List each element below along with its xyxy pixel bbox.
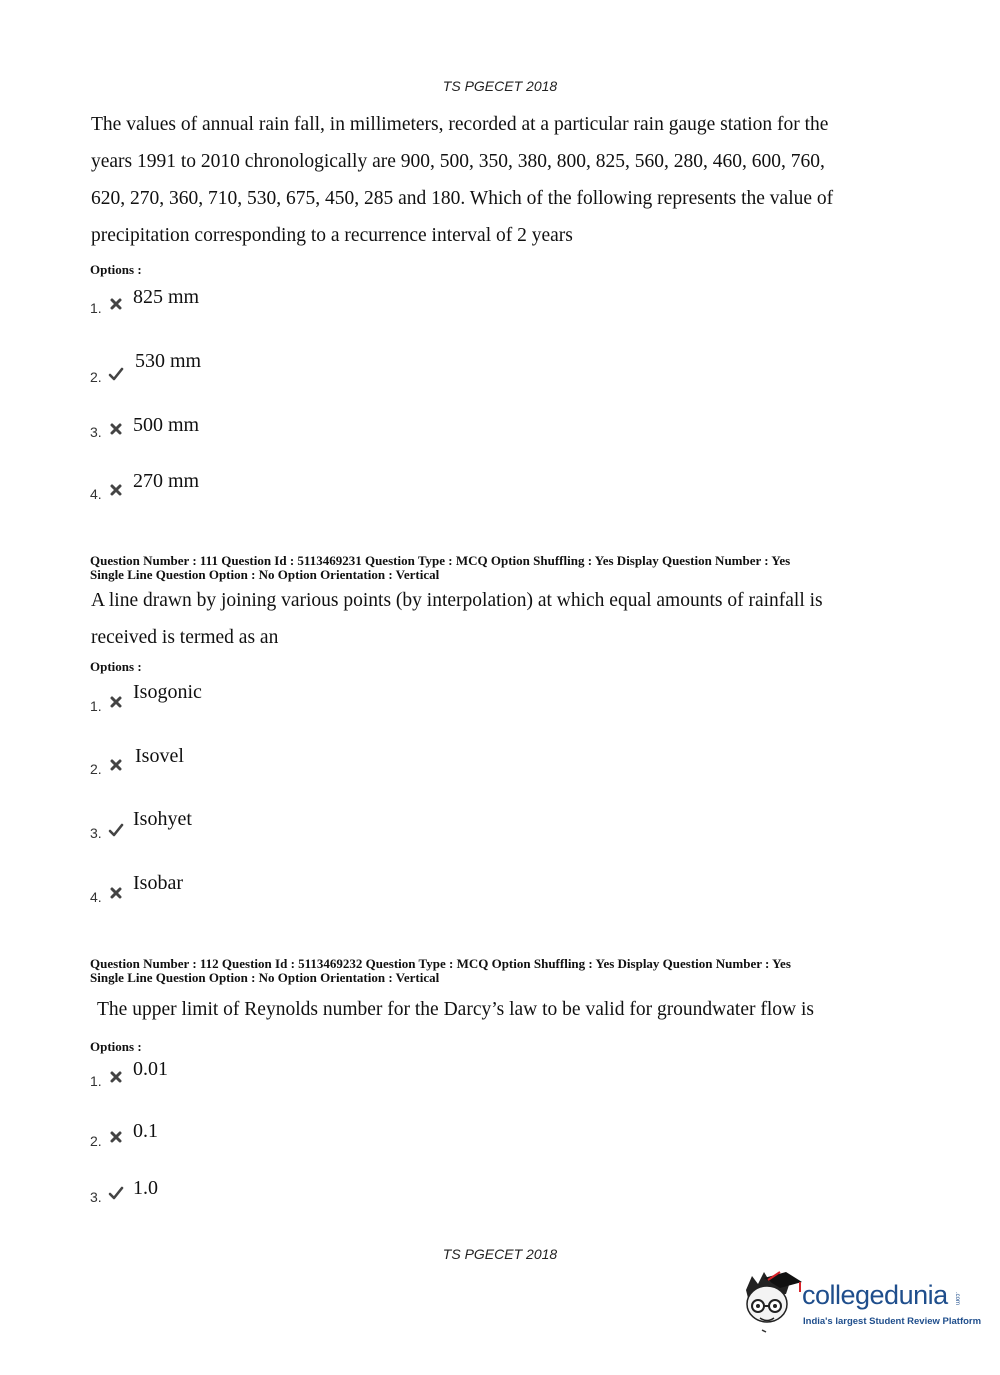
meta-line: Single Line Question Option : No Option Orientation : Vertical (90, 970, 440, 985)
question-line: 620, 270, 360, 710, 530, 675, 450, 285 and 180. Which of the following represents the value of (91, 188, 834, 209)
option-number: 3. (90, 424, 102, 440)
question-111-meta (90, 554, 910, 582)
option-text: Isogonic (133, 681, 202, 703)
question-line: The upper limit of Reynolds number for the Darcy’s law to be valid for groundwater flow is (97, 999, 814, 1020)
option-number: 3. (90, 825, 102, 841)
cross-icon (108, 421, 124, 437)
options-label: Options : (90, 1039, 142, 1054)
option-text: 825 mm (133, 286, 200, 308)
option-number: 2. (90, 369, 102, 385)
cross-icon (108, 885, 124, 901)
option-number: 4. (90, 486, 102, 502)
cross-icon (108, 694, 124, 710)
option-number: 4. (90, 889, 102, 905)
option-number: 2. (90, 761, 102, 777)
option-text: 0.1 (133, 1120, 158, 1142)
question-110-text (91, 106, 911, 254)
cross-icon (108, 482, 124, 498)
option-text: Isovel (135, 745, 184, 767)
question-line: received is termed as an (91, 627, 279, 648)
option-text: 0.01 (133, 1058, 168, 1080)
question-112-text (97, 991, 917, 1028)
brand-name: collegedunia (802, 1280, 948, 1310)
cross-icon (108, 296, 124, 312)
option-number: 1. (90, 698, 102, 714)
page-footer: TS PGECET 2018 (442, 1246, 558, 1262)
page-header: TS PGECET 2018 (442, 78, 558, 94)
option-text: Isohyet (133, 808, 192, 830)
option-text: 1.0 (133, 1177, 158, 1199)
option-number: 3. (90, 1189, 102, 1205)
meta-line: Question Number : 112 Question Id : 5113469232 Question Type : MCQ Option Shuffling : Yes Display Question Number : Yes (90, 956, 791, 971)
cross-icon (108, 757, 124, 773)
options-label: Options : (90, 262, 142, 277)
question-111-text (91, 582, 911, 656)
question-line: years 1991 to 2010 chronologically are 900, 500, 350, 380, 800, 825, 560, 280, 460, 600, 760, (91, 151, 825, 172)
question-112-meta (90, 957, 910, 985)
meta-line: Question Number : 111 Question Id : 5113469231 Question Type : MCQ Option Shuffling : Yes Display Question Number : Yes (90, 553, 791, 568)
check-icon (108, 822, 124, 838)
cross-icon (108, 1129, 124, 1145)
options-label: Options : (90, 659, 142, 674)
brand-suffix: .com (954, 1292, 960, 1306)
option-text: Isobar (133, 872, 183, 894)
question-line: The values of annual rain fall, in millimeters, recorded at a particular rain gauge station for the (91, 114, 829, 135)
meta-line: Single Line Question Option : No Option Orientation : Vertical (90, 567, 440, 582)
question-line: precipitation corresponding to a recurrence interval of 2 years (91, 225, 573, 246)
option-text: 500 mm (133, 414, 200, 436)
option-number: 2. (90, 1133, 102, 1149)
brand-tagline: India's largest Student Review Platform (803, 1316, 982, 1327)
question-line: A line drawn by joining various points (by interpolation) at which equal amounts of rainfall is (91, 590, 823, 611)
option-number: 1. (90, 1073, 102, 1089)
option-text: 530 mm (135, 350, 202, 372)
cross-icon (108, 1069, 124, 1085)
option-number: 1. (90, 300, 102, 316)
option-text: 270 mm (133, 470, 200, 492)
check-icon (108, 366, 124, 382)
check-icon (108, 1185, 124, 1201)
